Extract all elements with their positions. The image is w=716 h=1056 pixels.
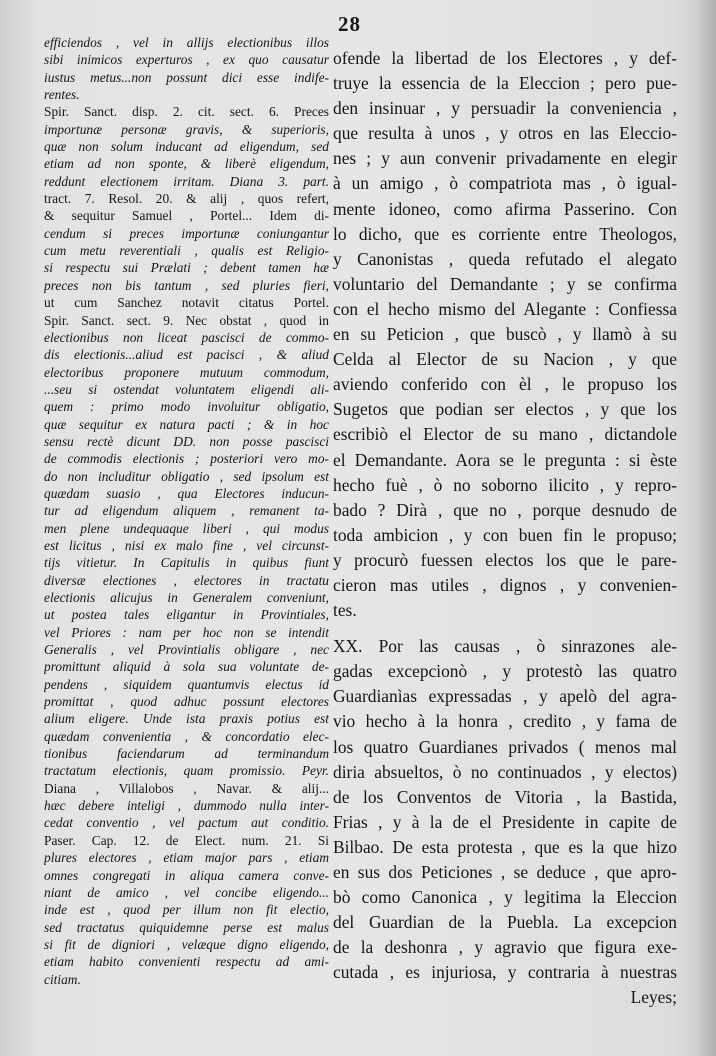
- right-column-line: en su Peticion , que buscò , y llamò à su: [333, 324, 677, 345]
- right-column-line: mente idoneo, como afirma Passerino. Con: [333, 198, 677, 219]
- left-column-line: tijs vitietur. In Capitulis in quibus fiunt: [44, 555, 329, 571]
- left-column-line: pendens , siquidem quantumvis electus id: [44, 676, 329, 692]
- right-column-line: hecho fuè , ò no soborno ilicito , y repro-: [333, 474, 677, 495]
- left-column-line: electoribus proponere mutuum commodum,: [44, 364, 329, 380]
- right-column-line: gadas excepcionò , y protestò las quatro: [333, 661, 677, 682]
- left-column-line: quem : primo modo involuitur obligatio,: [44, 399, 329, 415]
- right-column-line: aviendo conferido con èl , le propuso los: [333, 374, 677, 395]
- left-column-line: sibi inimicos experturos , ex quo causatur: [44, 52, 329, 68]
- left-column-line: quæ non solum inducant ad eligendum, sed: [44, 139, 329, 155]
- right-column-line: Celda al Elector de su Nacion , y que: [333, 349, 677, 370]
- right-column-line: diria absueltos, ò no continuados , y electos): [333, 761, 677, 782]
- right-column-spanish-text: [333, 46, 677, 1011]
- right-column-line: à un amigo , ò compatriota mas , ò igual-: [333, 173, 677, 194]
- left-column-line: ut cum Sanchez notavit citatus Portel.: [44, 295, 329, 311]
- left-column-line: importunæ personæ gravis, & superioris,: [44, 121, 329, 137]
- right-column-line: bado ? Dirà , que no , porque desnudo de: [333, 499, 677, 520]
- right-column-line: voluntario del Demandante ; y se confirma: [333, 273, 677, 294]
- right-column-line: el Demandante. Aora se le pregunta : si èste: [333, 449, 677, 470]
- left-column-latin-citations: [44, 34, 329, 988]
- left-column-line: efficiendos , vel in allijs electionibus illos: [44, 35, 329, 50]
- right-column-line: truye la essencia de la Eleccion ; pero pue-: [333, 73, 677, 94]
- right-column-line: Frias , y à la de el Presidente in capite de: [333, 811, 677, 832]
- right-column-line: con el hecho mismo del Alegante : Confiessa: [333, 298, 677, 319]
- left-column-line: iustus metus...non possunt dici esse indife-: [44, 69, 329, 85]
- left-column-line: etiam habito convenienti respectu ad ami-: [44, 954, 329, 970]
- left-column-line: reddunt electionem irritam. Diana 3. part.: [44, 173, 329, 189]
- right-column-line: los quatro Guardianes privados ( menos mal: [333, 736, 677, 757]
- left-column-line: tractatum electionis, quam promissio. Peyr.: [44, 763, 329, 779]
- left-column-line: ut postea tales eligantur in Provintiales,: [44, 607, 329, 623]
- right-column-line: que resulta à unos , y otros en las Eleccio-: [333, 123, 677, 144]
- right-column-line: y Canonistas , queda refutado el alegato: [333, 248, 677, 269]
- left-column-line: alium eligere. Unde ista praxis potius est: [44, 711, 329, 727]
- right-column-line: de los Conventos de Vitoria , la Bastida,: [333, 786, 677, 807]
- left-column-line: plures electores , etiam major pars , etiam: [44, 850, 329, 866]
- left-column-line: ...seu si ostendat voluntatem eligendi ali-: [44, 381, 329, 397]
- left-column-line: dis electionis...aliud est pacisci , & aliud: [44, 347, 329, 363]
- left-column-line: Generalis , vel Provintialis obligare , nec: [44, 642, 329, 658]
- left-column-line: tur ad eligendum aliquem , remanent ta-: [44, 503, 329, 519]
- right-column-line: y procurò fuessen electos los que le pare-: [333, 549, 677, 570]
- paragraph-gap: [333, 623, 677, 634]
- left-column-line: sensu rectè dicunt DD. non posse pascisci: [44, 433, 329, 449]
- right-column-line: Leyes;: [630, 987, 677, 1008]
- left-column-line: omnes congregati in aliqua camera conve-: [44, 867, 329, 883]
- left-column-line: Paser. Cap. 12. de Elect. num. 21. Si: [44, 832, 329, 848]
- right-column-line: den insinuar , y persuadir la conveniencia ,: [333, 98, 677, 119]
- left-column-line: electionibus non liceat pascisci de commo-: [44, 329, 329, 345]
- right-column-line: Guardianìas expressadas , y apelò del agra-: [333, 686, 677, 707]
- left-column-line: rentes.: [44, 87, 80, 103]
- left-column-line: Spir. Sanct. sect. 9. Nec obstat , quod in: [44, 312, 329, 328]
- left-column-line: est licitus , nisi ex malo fine , vel circunst-: [44, 537, 329, 553]
- right-column-line: lo dicho, que es corriente entre Theologos,: [333, 223, 677, 244]
- left-column-line: preces non bis tantum , sed pluries fieri,: [44, 277, 329, 293]
- left-column-line: quædam suasio , qua Electores inducun-: [44, 485, 329, 501]
- right-column-line: XX. Por las causas , ò sinrazones ale-: [333, 636, 677, 657]
- right-column-line: vio hecho à la honra , credito , y fama de: [333, 711, 677, 732]
- left-column-line: men plene undequaque liberi , qui modus: [44, 520, 329, 536]
- left-column-line: Diana , Villalobos , Navar. & alij...: [44, 780, 329, 796]
- right-column-line: del Guardian de la Puebla. La excepcion: [333, 912, 677, 933]
- left-column-line: si fit de digniori , velæque digno eligendo,: [44, 936, 329, 952]
- right-column-line: escribiò el Elector de su mano , dictandole: [333, 424, 677, 445]
- left-column-line: tract. 7. Resol. 20. & alij , quos refert,: [44, 191, 329, 207]
- left-column-line: niant de amico , vel concibe eligendo...: [44, 884, 329, 900]
- left-column-line: sed tractatus quiquidemne perse est malus: [44, 919, 329, 935]
- left-column-line: & sequitur Samuel , Portel... Idem di-: [44, 208, 329, 224]
- right-column-line: Sugetos que podian ser electos , y que los: [333, 399, 677, 420]
- left-column-line: tionibus faciendarum ad terminandum: [44, 746, 329, 762]
- right-column-line: bò como Canonica , y legitima la Eleccion: [333, 887, 677, 908]
- right-column-line: nes ; y aun convenir privadamente en elegir: [333, 148, 677, 169]
- right-column-line: Bilbao. De esta protesta , que es la que hizo: [333, 836, 677, 857]
- left-column-line: etiam ad non sponte, & liberè eligendum,: [44, 156, 329, 172]
- left-column-line: vel Priores : nam per hoc non se intendit: [44, 624, 329, 640]
- left-column-line: citiam.: [44, 971, 81, 987]
- left-column-line: de commodis electionis ; posteriori vero mo-: [44, 451, 329, 467]
- page-number: 28: [338, 12, 361, 36]
- right-column-line: tes.: [333, 600, 357, 621]
- left-column-line: cedat conventio , vel pactum aut conditio.: [44, 815, 329, 831]
- left-column-line: electionis alicujus in Generalem conveniunt,: [44, 590, 329, 605]
- page-edge-shadow: [694, 0, 716, 1056]
- left-column-line: do non includitur obligatio , sed ipsolum est: [44, 468, 329, 484]
- right-column-line: toda ambicion , y con buen fin le propuso;: [333, 524, 677, 545]
- right-column-line: ofende la libertad de los Electores , y def-: [333, 48, 677, 68]
- left-column-line: promittunt aliquid à sola sua voluntate de-: [44, 659, 329, 675]
- right-column-line: cutada , es injuriosa, y contraria à nuestras: [333, 962, 677, 983]
- left-column-line: cum metu reverentiali , qualis est Religio-: [44, 243, 329, 259]
- left-column-line: diversæ electiones , electores in tractatu: [44, 572, 329, 588]
- left-column-line: quæ sequitur ex natura pacti ; & in hoc: [44, 416, 329, 432]
- left-column-line: hæc debere inteligi , dummodo nulla inter-: [44, 798, 329, 814]
- left-column-line: si respectu sui Prælati ; debent tamen hæ: [44, 260, 329, 276]
- left-column-line: inde est , quod per illum non fit electio,: [44, 902, 329, 918]
- right-column-line: cieron mas utiles , dignos , y convenien-: [333, 574, 677, 595]
- left-column-line: quædam convenientia , & concordatio elec-: [44, 728, 329, 744]
- left-column-line: cendum si preces importunæ coniungantur: [44, 225, 329, 241]
- right-column-line: de la deshonra , y agravio que figura exe-: [333, 937, 677, 958]
- right-column-line: en sus dos Peticiones , se deduce , que apro-: [333, 862, 677, 882]
- left-column-line: Spir. Sanct. disp. 2. cit. sect. 6. Preces: [44, 104, 329, 120]
- left-column-line: promittat , quod adhuc possunt electores: [44, 694, 329, 710]
